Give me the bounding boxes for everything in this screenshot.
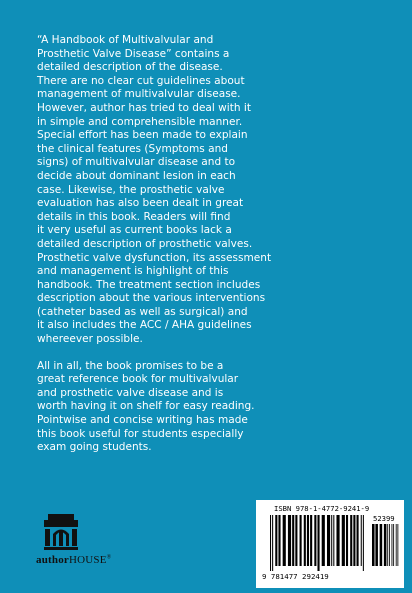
publisher-name xyxy=(36,554,111,566)
blurb-line: and management is highlight of this xyxy=(37,265,229,278)
barcode-bar xyxy=(393,524,394,566)
blurb-line: (catheter based as well as surgical) and xyxy=(37,305,248,318)
barcode-bar xyxy=(357,515,359,566)
blurb-line: great reference book for multivalvular xyxy=(37,373,239,386)
blurb-paragraph-1 xyxy=(37,34,377,347)
blurb-line: Pointwise and concise writing has made xyxy=(37,414,248,427)
blurb-line: “A Handbook of Multivalvular and xyxy=(37,34,214,46)
barcode-bar xyxy=(292,515,294,566)
barcode-bar xyxy=(350,515,352,566)
barcode-bar xyxy=(342,515,345,566)
blurb-line: signs) of multivalvular disease and to xyxy=(37,156,236,169)
registered-mark: ® xyxy=(106,554,112,561)
blurb-line: case. Likewise, the prosthetic valve xyxy=(37,183,225,196)
barcode-bar xyxy=(387,524,388,566)
barcode-addon-digits: 52399 xyxy=(373,514,395,523)
barcode-bar xyxy=(372,524,375,566)
blurb-line: Prosthetic valve dysfunction, its assessment xyxy=(37,251,272,264)
barcode-bar xyxy=(314,515,316,566)
blurb-line: details in this book. Readers will find xyxy=(37,210,231,223)
barcode-bar xyxy=(307,515,309,566)
barcode-bar xyxy=(295,515,297,566)
barcode-bar xyxy=(275,515,277,566)
barcode-bar xyxy=(353,515,355,566)
barcode-bar xyxy=(333,515,334,566)
publisher-name-regular: HOUSE xyxy=(68,554,107,566)
barcode-bar xyxy=(384,524,387,566)
barcode-bar xyxy=(331,515,332,566)
blurb-line: There are no clear cut guidelines about xyxy=(37,74,245,87)
blurb-line: However, author has tried to deal with it xyxy=(37,101,251,114)
barcode-bar xyxy=(283,515,286,566)
barcode-bar xyxy=(317,515,319,571)
blurb-line: decide about dominant lesion in each xyxy=(37,169,236,182)
blurb-line: Prosthetic Valve Disease” contains a xyxy=(37,47,230,60)
ean-barcode-bars xyxy=(270,515,366,571)
addon-barcode-bars xyxy=(372,524,400,571)
blurb-line: detailed description of prosthetic valves. xyxy=(37,237,253,250)
barcode-bar xyxy=(375,524,378,566)
barcode-bar xyxy=(278,515,280,566)
barcode-bar xyxy=(288,515,291,566)
barcode-bar xyxy=(392,524,393,566)
blurb-line: Special effort has been made to explain xyxy=(37,129,248,142)
barcode-bar xyxy=(361,515,362,566)
blurb-line: and prosthetic valve disease and is xyxy=(37,386,224,399)
blurb-line: it very useful as current books lack a xyxy=(37,224,232,237)
publisher-name-bold: author xyxy=(36,554,69,566)
blurb-line: in simple and comprehensible manner. xyxy=(37,115,243,128)
blurb-line: description about the various interventions xyxy=(37,292,266,305)
blurb-line: it also includes the ACC / AHA guidelines xyxy=(37,319,252,332)
blurb-line: All in all, the book promises to be a xyxy=(37,359,224,372)
barcode-bar xyxy=(380,524,383,566)
barcode-bar xyxy=(389,524,390,566)
barcode-bar xyxy=(322,515,325,566)
barcode-bar xyxy=(310,515,312,566)
blurb-line: worth having it on shelf for easy reading. xyxy=(37,400,255,413)
blurb-line: this book useful for students especially xyxy=(37,427,244,440)
barcode-bar xyxy=(363,515,364,571)
barcode-bar xyxy=(272,515,273,571)
authorhouse-building-icon xyxy=(44,514,78,550)
barcode-bar xyxy=(346,515,348,566)
barcode-bar xyxy=(336,515,339,566)
blurb-line: detailed description of the disease. xyxy=(37,61,223,74)
blurb-line: the clinical features (Symptoms and xyxy=(37,142,228,155)
publisher-logo xyxy=(36,514,112,578)
blurb-line: management of multivalvular disease. xyxy=(37,88,241,101)
blurb-line: whereever possible. xyxy=(37,333,143,346)
blurb-paragraph-2 xyxy=(37,360,377,455)
barcode-bar xyxy=(300,515,302,566)
back-cover-blurb xyxy=(37,34,377,455)
barcode-bar xyxy=(397,524,398,566)
barcode-bar xyxy=(304,515,306,566)
blurb-line: handbook. The treatment section includes xyxy=(37,278,261,291)
isbn-label: ISBN 978-1-4772-9241-9 xyxy=(274,504,370,513)
ean-digits: 9 781477 292419 xyxy=(262,572,329,581)
blurb-line: evaluation has also been dealt in great xyxy=(37,197,244,210)
isbn-barcode xyxy=(256,500,404,588)
barcode-bar xyxy=(327,515,330,566)
barcode-bar xyxy=(396,524,397,566)
barcode-bar xyxy=(270,515,271,571)
blurb-line: exam going students. xyxy=(37,441,152,454)
